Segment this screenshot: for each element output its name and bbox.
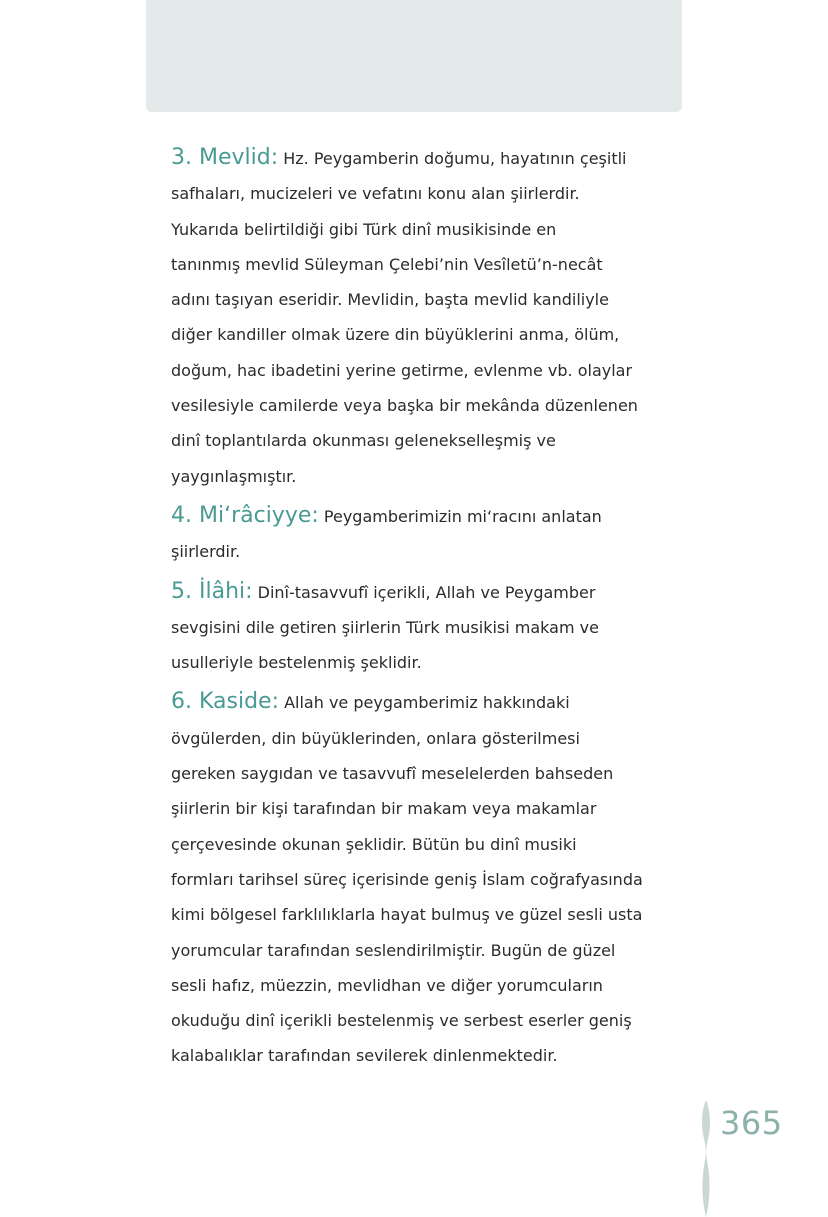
header-box bbox=[146, 0, 682, 112]
text-line: adını taşıyan eseridir. Mevlidin, başta mevlid kandiliyle bbox=[171, 290, 609, 310]
text-line: Yukarıda belirtildiği gibi Türk dinî musikisinde en bbox=[171, 219, 557, 239]
text-line: diğer kandiller olmak üzere din büyüklerini anma, ölüm, bbox=[171, 325, 620, 345]
section-heading: 6. Kaside: bbox=[171, 689, 279, 715]
text-line: şiirlerdir. bbox=[171, 542, 241, 562]
text-line: vesilesiyle camilerde veya başka bir mekânda düzenlenen bbox=[171, 396, 638, 416]
text-line: gereken saygıdan ve tasavvufî meselelerden bahseden bbox=[171, 764, 614, 784]
text-line: şiirlerin bir kişi tarafından bir makam veya makamlar bbox=[171, 799, 597, 819]
text-line: sesli hafız, müezzin, mevlidhan ve diğer yorumcuların bbox=[171, 975, 603, 995]
body-text bbox=[171, 140, 671, 1078]
text-line: doğum, hac ibadetini yerine getirme, evlenme vb. olaylar bbox=[171, 360, 633, 380]
page-ornament-icon bbox=[696, 1100, 716, 1217]
text-line: usulleriyle bestelenmiş şeklidir. bbox=[171, 653, 422, 673]
text-line: yaygınlaşmıştır. bbox=[171, 466, 297, 486]
text-line: kalabalıklar tarafından sevilerek dinlenmektedir. bbox=[171, 1046, 558, 1066]
text-line: sevgisini dile getiren şiirlerin Türk musikisi makam ve bbox=[171, 617, 599, 637]
text-line: formları tarihsel süreç içerisinde geniş İslam coğrafyasında bbox=[171, 869, 643, 889]
text-line: tanınmış mevlid Süleyman Çelebi’nin Vesîletü’n-necât bbox=[171, 254, 603, 274]
section-mevlid bbox=[171, 140, 671, 494]
text-line: yorumcular tarafından seslendirilmiştir. Bugün de güzel bbox=[171, 940, 616, 960]
text-line: Hz. Peygamberin doğumu, hayatının çeşitli bbox=[283, 149, 627, 168]
section-heading: 4. Mi‘râciyye: bbox=[171, 502, 319, 528]
text-line: övgülerden, din büyüklerinden, onlara gösterilmesi bbox=[171, 728, 580, 748]
section-ilahi bbox=[171, 574, 671, 681]
text-line: okuduğu dinî içerikli bestelenmiş ve serbest eserler geniş bbox=[171, 1011, 632, 1031]
section-kaside bbox=[171, 684, 671, 1073]
text-line: Dinî-tasavvufî içerikli, Allah ve Peygamber bbox=[257, 582, 596, 602]
section-miraciyye bbox=[171, 498, 671, 570]
section-heading: 5. İlâhi: bbox=[171, 578, 253, 604]
text-line: Allah ve peygamberimiz hakkındaki bbox=[284, 693, 570, 713]
page-number: 365 bbox=[720, 1104, 783, 1142]
section-heading: 3. Mevlid: bbox=[171, 145, 279, 170]
text-line: dinî toplantılarda okunması gelenekselleşmiş ve bbox=[171, 431, 556, 451]
text-line: kimi bölgesel farklılıklarla hayat bulmuş ve güzel sesli usta bbox=[171, 905, 643, 925]
text-line: çerçevesinde okunan şeklidir. Bütün bu dinî musiki bbox=[171, 834, 577, 854]
text-line: Peygamberimizin mi‘racını anlatan bbox=[323, 506, 602, 526]
text-line: safhaları, mucizeleri ve vefatını konu alan şiirlerdir. bbox=[171, 184, 580, 204]
